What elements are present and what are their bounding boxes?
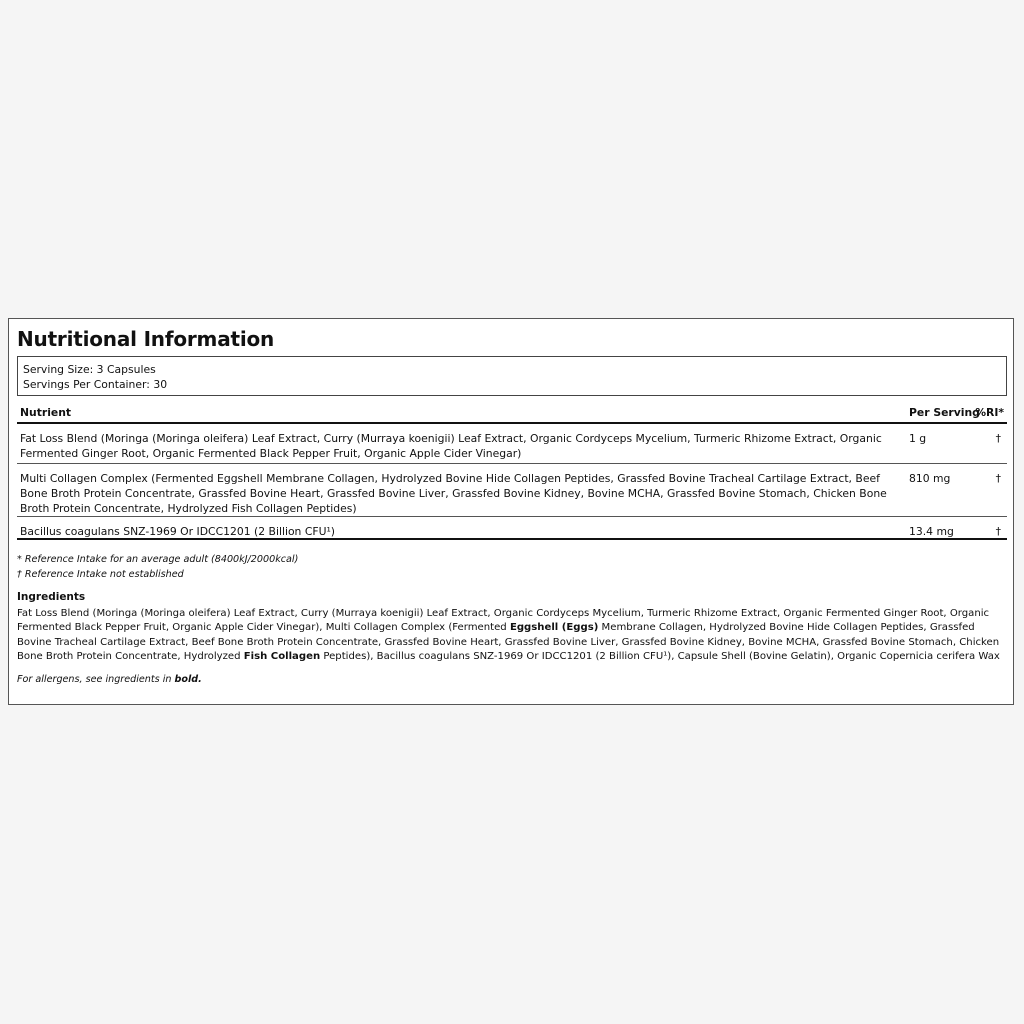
nutrient-ri: † xyxy=(995,432,1001,445)
ingredients-text xyxy=(17,607,1002,665)
allergen-note-text: For allergens, see ingredients in xyxy=(17,674,175,685)
header-ri: %RI* xyxy=(975,406,1004,419)
ingredients-part: Fat Loss Blend (Moringa (Moringa oleifera) Leaf Extract, Curry (Murraya koenigii) Leaf Extract, Organic Cordyceps Mycelium, Turmeric Rhizome Extract, Organic Fermented Ginger Root, Organic Fermented Black Pepper Fruit, Organic Apple Cider Vinegar), Multi Collagen Complex (Fermented xyxy=(17,608,990,634)
allergen-eggs: Eggshell (Eggs) xyxy=(509,622,599,634)
table-row xyxy=(17,464,1007,517)
ri-footnote: * Reference Intake for an average adult (8400kJ/2000kcal) xyxy=(17,554,299,565)
nutrient-amount: 810 mg xyxy=(909,472,951,485)
ingredients-part: Peptides), Bacillus coagulans SNZ-1969 Or IDCC1201 (2 Billion CFU¹), Capsule Shell (Bovine Gelatin), Organic Copernicia cerifera Wax xyxy=(320,651,1000,663)
nutrient-amount: 1 g xyxy=(909,432,927,445)
footnotes xyxy=(17,553,298,582)
allergen-note xyxy=(17,674,202,685)
ingredients-title: Ingredients xyxy=(17,591,86,603)
nutrient-ri: † xyxy=(995,472,1001,485)
serving-size: Serving Size: 3 Capsules xyxy=(23,363,156,376)
nutrient-amount: 13.4 mg xyxy=(909,525,954,538)
nutrient-table xyxy=(17,400,1007,540)
ingredients-part: Membrane Collagen, Hydrolyzed Bovine Hide Collagen Peptides, Grassfed Bovine Tracheal Cartilage Extract, Beef Bone Broth Protein Concentrate, Grassfed Bovine Heart, Grassfed Bovine Liver, Grassfed Bovine Kidney, Bovine MCHA, Grassfed Bovine Stomach, Chicken Bone Broth Protein Concentrate, Hydrolyzed xyxy=(17,622,1000,663)
allergen-note-bold: bold. xyxy=(174,674,202,685)
not-established-footnote: † Reference Intake not established xyxy=(17,568,184,580)
servings-per-container: Servings Per Container: 30 xyxy=(23,378,168,391)
allergen-fish: Fish Collagen xyxy=(243,651,321,663)
header-nutrient: Nutrient xyxy=(20,406,72,419)
table-header xyxy=(17,400,1007,424)
panel-title: Nutritional Information xyxy=(17,327,275,351)
nutrition-panel xyxy=(8,318,1014,705)
header-per-serving: Per Serving xyxy=(909,406,980,419)
nutrient-name: Multi Collagen Complex (Fermented Eggshell Membrane Collagen, Hydrolyzed Bovine Hide Collagen Peptides, Grassfed Bovine Tracheal Cartilage Extract, Beef Bone Broth Protein Concentrate, Grassfed Bovine Heart, Grassfed Bovine Liver, Grassfed Bovine Kidney, Bovine MCHA, Grassfed Bovine Stomach, Chicken Bone Broth Protein Concentrate, Hydrolyzed Fish Collagen Peptides) xyxy=(20,472,887,515)
nutrient-name: Fat Loss Blend (Moringa (Moringa oleifera) Leaf Extract, Curry (Murraya koenigii) Leaf Extract, Organic Cordyceps Mycelium, Turmeric Rhizome Extract, Organic Fermented Ginger Root, Organic Fermented Black Pepper Fruit, Organic Apple Cider Vinegar) xyxy=(20,432,882,460)
nutrient-name: Bacillus coagulans SNZ-1969 Or IDCC1201 (2 Billion CFU¹) xyxy=(20,525,336,538)
table-row xyxy=(17,424,1007,464)
nutrient-ri: † xyxy=(995,525,1001,538)
serving-info-box xyxy=(17,356,1007,396)
table-row xyxy=(17,517,1007,540)
